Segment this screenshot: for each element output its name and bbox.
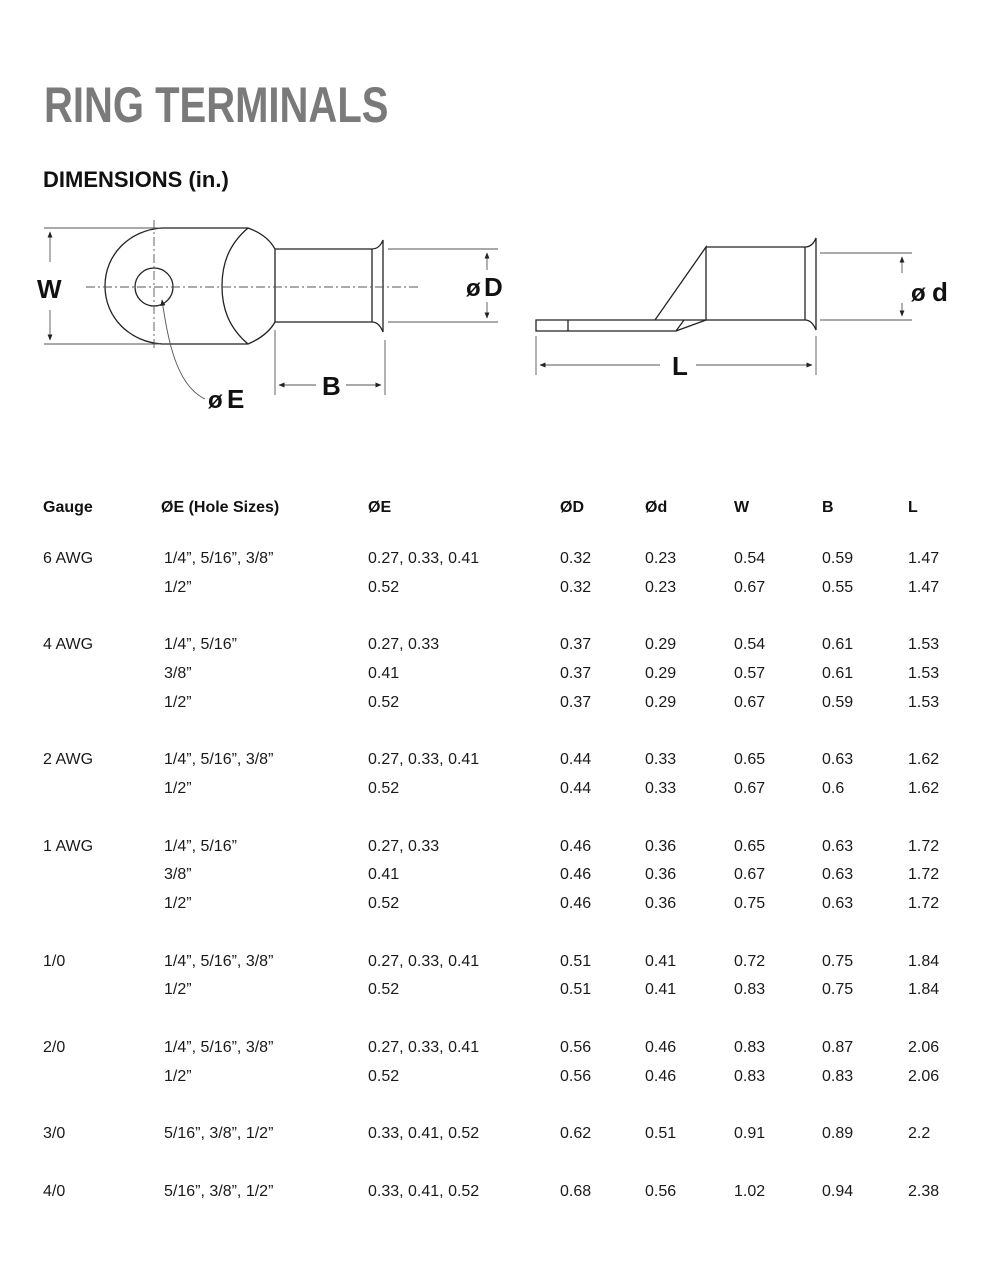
gauge-label: 1 AWG xyxy=(43,837,94,855)
gauge-label: 1/0 xyxy=(43,952,66,970)
table-cell: 0.67 xyxy=(734,780,766,797)
table-cell: 0.89 xyxy=(822,1125,854,1142)
table-cell: 0.36 xyxy=(645,837,677,855)
table-cell: 0.63 xyxy=(822,866,854,884)
table-cell: 1.53 xyxy=(908,693,940,711)
table-cell: 0.75 xyxy=(822,981,854,999)
table-cell: 0.33 xyxy=(645,751,677,769)
table-cell: 0.27, 0.33 xyxy=(368,636,440,654)
table-cell: 0.61 xyxy=(822,636,854,654)
table-cell: 1.84 xyxy=(908,981,940,999)
gauge-label: 2/0 xyxy=(43,1038,66,1056)
table-cell: 0.27, 0.33, 0.41 xyxy=(368,952,480,970)
table-cell: 0.61 xyxy=(822,665,854,682)
e-diameter-symbol: ø xyxy=(208,387,223,414)
gauge-label: 6 AWG xyxy=(43,550,94,567)
table-cell: 0.68 xyxy=(560,1182,592,1200)
table-cell: 0.52 xyxy=(368,1067,400,1085)
table-cell: 1/2” xyxy=(164,578,192,596)
table-cell: 0.52 xyxy=(368,780,400,797)
table-cell: 0.54 xyxy=(734,636,766,654)
table-cell: 0.75 xyxy=(734,895,766,912)
gauge-label: 3/0 xyxy=(43,1125,66,1142)
table-cell: 0.27, 0.33, 0.41 xyxy=(368,1038,480,1056)
table-cell: 1/2” xyxy=(164,1067,192,1085)
table-cell: 0.83 xyxy=(822,1067,854,1085)
side-d-diameter-symbol: ø xyxy=(911,280,926,307)
table-cell: 1/2” xyxy=(164,895,192,912)
table-cell: 0.52 xyxy=(368,693,400,711)
table-cell: 1/4”, 5/16”, 3/8” xyxy=(164,751,274,769)
table-cell: 0.37 xyxy=(560,665,592,682)
table-cell: 3/8” xyxy=(164,866,192,884)
table-cell: 0.56 xyxy=(560,1067,592,1085)
table-cell: 1/4”, 5/16”, 3/8” xyxy=(164,952,274,970)
table-header-cell: L xyxy=(908,499,918,516)
table-cell: 0.33 xyxy=(645,780,677,797)
table-cell: 0.29 xyxy=(645,665,677,682)
table-cell: 0.94 xyxy=(822,1182,854,1200)
table-cell: 0.83 xyxy=(734,981,766,999)
table-cell: 1/2” xyxy=(164,780,192,797)
table-cell: 0.33, 0.41, 0.52 xyxy=(368,1182,480,1200)
table-cell: 5/16”, 3/8”, 1/2” xyxy=(164,1182,274,1200)
table-cell: 0.46 xyxy=(560,866,592,884)
table-header-cell: ØE xyxy=(368,499,392,516)
table-cell: 1.72 xyxy=(908,837,940,855)
table-cell: 0.54 xyxy=(734,550,766,567)
table-cell: 0.33, 0.41, 0.52 xyxy=(368,1125,480,1142)
table-cell: 1.02 xyxy=(734,1182,766,1200)
table-cell: 1/4”, 5/16”, 3/8” xyxy=(164,550,274,567)
table-cell: 0.67 xyxy=(734,866,766,884)
table-header-cell: ØE (Hole Sizes) xyxy=(161,499,280,516)
l-label: L xyxy=(672,351,688,381)
table-cell: 1.53 xyxy=(908,636,940,654)
table-cell: 1.47 xyxy=(908,550,940,567)
side-d-label: d xyxy=(932,277,948,307)
table-cell: 2.06 xyxy=(908,1038,940,1056)
table-cell: 0.44 xyxy=(560,780,592,797)
d-diameter-symbol: ø xyxy=(466,275,481,302)
table-cell: 0.83 xyxy=(734,1067,766,1085)
table-cell: 0.67 xyxy=(734,693,766,711)
table-cell: 1.84 xyxy=(908,952,940,970)
table-cell: 2.2 xyxy=(908,1125,931,1142)
table-cell: 1/4”, 5/16”, 3/8” xyxy=(164,1038,274,1056)
table-cell: 0.57 xyxy=(734,665,766,682)
table-cell: 0.41 xyxy=(368,866,400,884)
table-cell: 0.51 xyxy=(645,1125,677,1142)
table-header-cell: W xyxy=(734,499,750,516)
table-cell: 1.72 xyxy=(908,895,940,912)
table-cell: 0.59 xyxy=(822,550,854,567)
gauge-label: 4 AWG xyxy=(43,636,94,654)
b-label: B xyxy=(322,371,341,401)
table-cell: 0.32 xyxy=(560,550,592,567)
table-cell: 0.51 xyxy=(560,952,592,970)
table-cell: 0.56 xyxy=(560,1038,592,1056)
table-header-cell: Gauge xyxy=(43,499,93,516)
table-cell: 0.52 xyxy=(368,578,400,596)
table-cell: 0.56 xyxy=(645,1182,677,1200)
table-cell: 0.41 xyxy=(645,952,677,970)
table-cell: 0.46 xyxy=(560,837,592,855)
table-cell: 1/2” xyxy=(164,693,192,711)
gauge-label: 4/0 xyxy=(43,1182,66,1200)
gauge-label: 2 AWG xyxy=(43,751,94,769)
table-cell: 0.83 xyxy=(734,1038,766,1056)
table-cell: 0.63 xyxy=(822,895,854,912)
table-cell: 0.41 xyxy=(368,665,400,682)
table-cell: 3/8” xyxy=(164,665,192,682)
table-cell: 0.65 xyxy=(734,751,766,769)
table-cell: 1.72 xyxy=(908,866,940,884)
table-cell: 0.44 xyxy=(560,751,592,769)
table-cell: 1.47 xyxy=(908,578,940,596)
table-cell: 0.27, 0.33 xyxy=(368,837,440,855)
table-cell: 0.29 xyxy=(645,693,677,711)
table-cell: 0.63 xyxy=(822,751,854,769)
table-cell: 0.37 xyxy=(560,693,592,711)
table-cell: 0.52 xyxy=(368,981,400,999)
e-label: E xyxy=(227,384,245,414)
table-cell: 0.62 xyxy=(560,1125,592,1142)
table-cell: 0.23 xyxy=(645,550,677,567)
table-header-cell: B xyxy=(822,499,834,516)
table-cell: 0.36 xyxy=(645,866,677,884)
section-subtitle: DIMENSIONS (in.) xyxy=(43,167,229,192)
table-cell: 0.72 xyxy=(734,952,766,970)
table-cell: 0.51 xyxy=(560,981,592,999)
table-cell: 0.67 xyxy=(734,578,766,596)
page-title: RING TERMINALS xyxy=(44,77,389,133)
table-cell: 1.53 xyxy=(908,665,940,682)
table-cell: 1/4”, 5/16” xyxy=(164,636,237,654)
table-cell: 0.59 xyxy=(822,693,854,711)
table-cell: 0.63 xyxy=(822,837,854,855)
table-cell: 0.27, 0.33, 0.41 xyxy=(368,550,480,567)
table-cell: 0.87 xyxy=(822,1038,854,1056)
table-cell: 1/2” xyxy=(164,981,192,999)
d-label: D xyxy=(484,272,503,302)
table-cell: 0.46 xyxy=(645,1038,677,1056)
table-cell: 0.27, 0.33, 0.41 xyxy=(368,751,480,769)
table-header-cell: Ød xyxy=(645,499,668,516)
table-cell: 1.62 xyxy=(908,780,940,797)
table-cell: 0.65 xyxy=(734,837,766,855)
table-cell: 0.46 xyxy=(560,895,592,912)
table-cell: 2.38 xyxy=(908,1182,940,1200)
table-cell: 0.41 xyxy=(645,981,677,999)
table-cell: 0.6 xyxy=(822,780,845,797)
table-cell: 0.29 xyxy=(645,636,677,654)
table-cell: 1/4”, 5/16” xyxy=(164,837,237,855)
table-cell: 0.36 xyxy=(645,895,677,912)
table-cell: 5/16”, 3/8”, 1/2” xyxy=(164,1125,274,1142)
table-cell: 0.91 xyxy=(734,1125,766,1142)
table-cell: 1.62 xyxy=(908,751,940,769)
table-cell: 0.75 xyxy=(822,952,854,970)
w-label: W xyxy=(37,274,62,304)
table-cell: 2.06 xyxy=(908,1067,940,1085)
table-cell: 0.23 xyxy=(645,578,677,596)
table-cell: 0.55 xyxy=(822,578,854,596)
table-header-cell: ØD xyxy=(560,499,584,516)
table-cell: 0.52 xyxy=(368,895,400,912)
table-cell: 0.32 xyxy=(560,578,592,596)
table-cell: 0.37 xyxy=(560,636,592,654)
table-cell: 0.46 xyxy=(645,1067,677,1085)
